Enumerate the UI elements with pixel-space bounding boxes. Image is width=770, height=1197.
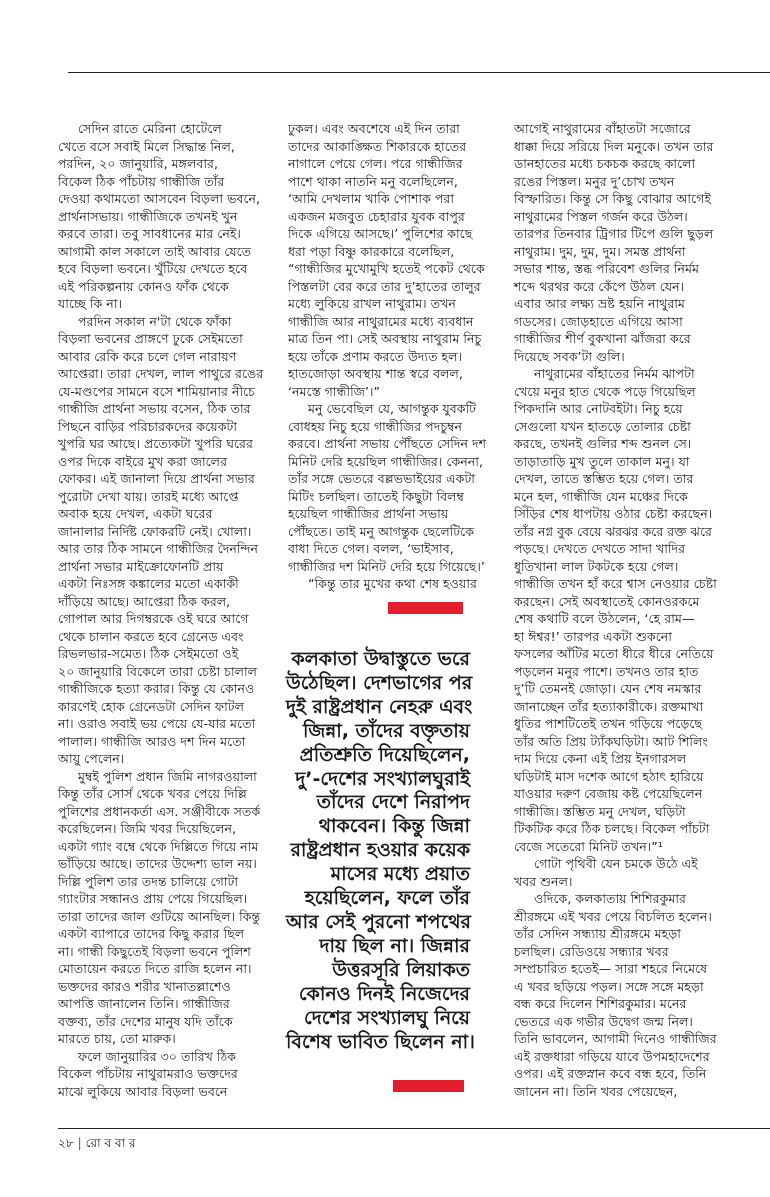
text-line: সভার শান্ত, স্তব্ধ পরিবেশ গুলির নির্মম: [514, 261, 699, 276]
text-line: শ্রীরঙ্গমে এই খবর পেয়ে বিচলিত হলেন।: [514, 908, 712, 924]
text-line: অবাক হয়ে দেখল, একটা ঘরের: [58, 506, 213, 521]
text-line: নাগালে পেয়ে গেল। পরে গান্ধীজির: [288, 156, 463, 171]
text-line: মাত্র তিন পা। সেই অবস্থায় নাথুরাম নিচু: [288, 331, 482, 346]
text-line: নাথুরামের বাঁহাতের নির্মম ঝাপটা: [534, 366, 695, 381]
text-line: পড়ছে। দেখতে দেখতে সাদা খাদির: [514, 541, 686, 556]
text-line: ধুতির পাশটিতেই তখন গড়িয়ে পড়েছে: [514, 716, 703, 731]
text-line: মুম্বই পুলিশ প্রধান জিমি নাগরওয়ালা: [78, 768, 257, 784]
pull-quote-line: থাকবেন। কিন্তু জিন্না: [318, 815, 470, 838]
text-line: সম্প্রচারিত হতেই— সারা শহরে নিমেষে: [514, 961, 708, 976]
pull-quote-line: মাসের মধ্যে প্রয়াত: [330, 863, 470, 886]
text-line: দিকে এগিয়ে আসছে।’ পুলিশের কাছে: [288, 226, 473, 241]
text-line: আয়ু পেলেন।: [58, 751, 125, 766]
text-line: জানেন না। তিনি খবর পেয়েছেন,: [514, 1083, 678, 1099]
text-line: বিকেল পাঁচটায় নাথুরামরাও ভক্তদের: [58, 1066, 238, 1081]
pull-quote-line: উঠেছিল। দেশভাগের পর: [286, 671, 473, 694]
text-line: পৌঁছতে। তাই মনু আগন্তুক ছেলেটিকে: [288, 523, 475, 539]
text-line: জানাচ্ছেন তাঁর হত্যাকারীকে। রক্তমাখা: [514, 698, 704, 714]
pull-quote-line: হয়েছিলেন, ফলে তাঁর: [304, 887, 470, 910]
text-line: এবার আর লক্ষ্য ভ্রষ্ট হয়নি নাথুরাম: [514, 296, 685, 311]
text-line: দিল্লি পুলিশ তার তদন্ত চালিয়ে গোটা: [58, 873, 239, 889]
paragraph: [514, 855, 746, 890]
text-line: তাঁর অতি প্রিয় ট্যাঁকঘড়িটা। আট শিলিং: [514, 733, 708, 749]
pull-quote-line: জিন্না, তাঁদের বক্তৃতায়: [302, 719, 470, 742]
text-line: নাথুরাম। দুম, দুম, দুম। সমস্ত প্রার্থনা: [514, 243, 686, 259]
text-line: তাদের আকাঙ্ক্ষিত শিকারকে হাতের: [288, 138, 467, 154]
text-line: তাঁর নগ্ন বুক বেয়ে ঝরঝর করে রক্ত ঝরে: [514, 523, 712, 539]
text-line: হয়েছিল গান্ধীজির প্রার্থনা সভায়: [288, 506, 449, 521]
text-line: বাধা দিতে গেল। বলল, ‘ভাইসাব,: [288, 541, 454, 556]
pull-quote-line: প্রতিশ্রুতি দিয়েছিলেন,: [299, 743, 470, 766]
text-line: পিস্তলটা বের করে তার দু’হাতের তালুর: [288, 278, 481, 294]
text-line: ধরা পড়া বিষ্ণু কারকারে বলেছিল,: [288, 243, 455, 259]
text-line: হা ঈশ্বর!’ তারপর একটা শুকনো: [514, 628, 672, 644]
pull-quote-line: কোনও দিনই নিজেদের: [298, 982, 470, 1005]
text-line: ফলে জানুয়ারির ৩০ তারিখ ঠিক: [78, 1048, 237, 1064]
text-line: গ্যাংটার সন্ধানও প্রায় পেয়ে গিয়েছিল।: [58, 891, 248, 906]
paragraph: [288, 400, 510, 575]
text-line: দাম দিয়ে কেনা এই প্রিয় ইনগারসল: [514, 751, 687, 766]
text-line: আপত্তি জানালেন তিনি। গান্ধীজির: [58, 996, 230, 1011]
text-line: বিস্ফারিত। কিন্তু সে কিছু বোঝার আগেই: [514, 191, 711, 206]
text-line: পিছনে বাড়ির পরিচারকদের কয়েকটা: [58, 418, 238, 434]
text-line: শব্দে থরথর করে কেঁপে উঠল যেন।: [514, 278, 685, 294]
bottom-rule: [58, 1128, 770, 1129]
paragraph: [58, 1048, 280, 1101]
text-line: মোতায়েন করতে দিতে রাজি হলেন না।: [58, 961, 252, 976]
text-line: পরদিন, ২০ জানুয়ারি, মঙ্গলবার,: [58, 156, 218, 171]
text-line: পুরোটা দেখা যায়। তারই মধ্যে আপ্তে: [58, 488, 239, 504]
magazine-name: রো ব বা র: [85, 1136, 136, 1150]
text-line: আগামী কাল সকালে তাই আবার যেতে: [58, 243, 252, 259]
text-line: মিনিট দেরি হয়েছিল গান্ধীজির। কেননা,: [288, 453, 483, 469]
paragraph: [58, 120, 280, 313]
text-line: টিকটিক করে ঠিক চলছে। বিকেল পাঁচটা: [514, 821, 710, 836]
text-line: একটা নিঃসঙ্গ কঙ্কালের মতো একাকী: [58, 576, 239, 591]
text-line: চলছিল। রেডিওয়ে সন্ধ্যার খবর: [514, 943, 669, 959]
text-line: যে-মণ্ডপের সামনে বসে শামিয়ানার নীচে: [58, 383, 255, 399]
text-line: রঙের পিস্তল। মনুর দু’চোখ তখন: [514, 173, 675, 189]
text-line: দিয়েছে সবক’টা গুলি।: [514, 348, 625, 364]
text-line: ওদিকে, কলকাতায় শিশিরকুমার: [534, 891, 686, 906]
text-line: এ খবর ছড়িয়ে পড়ল। সঙ্গে সঙ্গে মহড়া: [514, 978, 704, 994]
paragraph: [514, 365, 746, 855]
text-line: ঘড়িটাই মাস দশেক আগে হঠাৎ হারিয়ে: [514, 768, 704, 784]
text-line: পিকদানি আর নোটবইটা। নিচু হয়ে: [514, 401, 683, 416]
paragraph: [288, 120, 510, 400]
pull-quote-line: তাঁদের দেশে নিরাপদ: [316, 791, 470, 814]
text-line: কারণেই হোক গ্রেনেডটা সেদিন ফাটল: [58, 698, 244, 714]
text-line: একটা গ্যাং বম্বে থেকে দিল্লিতে গিয়ে নাম: [58, 838, 259, 854]
text-line: গোটা পৃথিবী যেন চমকে উঠে এই: [534, 856, 698, 871]
text-line: ফোকর। এই জানালা দিয়ে প্রার্থনা সভার: [58, 471, 255, 486]
text-line: ধাক্কা দিয়ে সরিয়ে দিল মনুকে। তখন তার: [514, 138, 714, 154]
text-line: মনু ভেবেছিল যে, আগন্তুক যুবকটি: [308, 401, 477, 416]
text-line: গোপাল আর দিগম্বরকে ওই ঘরে আগে: [58, 611, 249, 626]
text-line: এই পরিকল্পনায় কোনও ফাঁক থেকে: [58, 278, 229, 294]
text-line: ফসলের আঁটির মতো ধীরে ধীরে নেতিয়ে: [514, 646, 714, 661]
text-line: সিঁড়ির শেষ ধাপটায় ওঠার চেষ্টা করছেন।: [514, 506, 713, 521]
text-line: বিড়লা ভবনের প্রাঙ্গণে ঢুকে সেইমতো: [58, 331, 243, 346]
text-line: বেজে সতেরো মিনিট তখন।”¹: [514, 838, 663, 854]
text-line: মারতে চায়, তো মারুক।: [58, 1031, 176, 1046]
text-line: না। গান্ধী কিছুতেই বিড়লা ভবনে পুলিশ: [58, 943, 251, 959]
text-line: গান্ধীজি। স্তম্ভিত মনু দেখল, ঘড়িটা: [514, 803, 686, 819]
text-line: তিনি ভাবলেন, আগামী দিনেও গান্ধীজির: [514, 1031, 717, 1046]
article-column-1: [58, 120, 280, 1100]
text-line: কিন্তু তাঁর সোর্স থেকে খবর পেয়ে দিল্লি: [58, 786, 247, 801]
text-line: যাওয়ার দরুণ বেজায় কষ্ট পেয়েছিলেন: [514, 786, 703, 801]
text-line: সেগুলো যখন হাতড়ে তোলার চেষ্টা: [514, 418, 691, 434]
text-line: পুলিশের প্রধানকর্তা এস. সঞ্জীবীকে সতর্ক: [58, 803, 261, 819]
text-line: করেছিলেন। জিমি খবর দিয়েছিলেন,: [58, 821, 237, 836]
text-line: করছেন। সেই অবস্থাতেই কোনওরকমে: [514, 593, 700, 609]
pull-quote-line: দু’-দেশের সংখ্যালঘুরাই: [295, 767, 470, 790]
text-line: রিভলভার-সমেত। ঠিক সেইমতো ওই: [58, 646, 239, 661]
text-line: মাঝে লুকিয়ে আবার বিড়লা ভবনে: [58, 1083, 228, 1099]
text-line: “গান্ধীজির মুখোমুখি হতেই পকেট থেকে: [288, 261, 485, 276]
paragraph: [514, 120, 746, 365]
text-line: যাচ্ছে কি না।: [58, 296, 122, 311]
text-line: তাড়াতাড়ি মুখ তুলে তাকাল মনু। যা: [514, 453, 690, 469]
text-line: গান্ধীজিকে হত্যা করার। কিন্তু যে কোনও: [58, 681, 255, 696]
text-line: ওপর। এই রক্তস্নান কবে বন্ধ হবে, তিনি: [514, 1066, 707, 1081]
text-line: আর তার ঠিক সামনে গান্ধীজির দৈনন্দিন: [58, 541, 259, 556]
text-line: দাঁড়িয়ে আছে। আপ্তেরা ঠিক করল,: [58, 593, 231, 609]
paragraph: [58, 313, 280, 768]
text-line: গান্ধীজি প্রার্থনা সভায় বসেন, ঠিক তার: [58, 401, 251, 416]
text-line: তাঁর সেদিন সন্ধ্যায় শ্রীরঙ্গমে মহড়া: [514, 926, 681, 941]
pull-quote-line: উত্তরসূরি লিয়াকত: [332, 958, 470, 981]
pull-quote-line: দুই রাষ্ট্রপ্রধান নেহরু এবং: [286, 695, 473, 718]
pull-quote-line: দেশের সংখ্যালঘু নিয়ে: [304, 1006, 470, 1029]
pull-quote-line: রাষ্ট্রপ্রধান হওয়ার কয়েক: [290, 839, 470, 862]
pull-quote-line: দায় ছিল না। জিন্নার: [319, 934, 470, 957]
text-line: একজন মজবুত চেহারার যুবক বাপুর: [288, 208, 465, 224]
text-line: এই রক্তধারা গড়িয়ে যাবে উপমহাদেশের: [514, 1048, 710, 1064]
text-line: তারা তাদের জাল গুটিয়ে আনছিল। কিন্তু: [58, 908, 261, 924]
text-line: প্রার্থনাসভায়। গান্ধীজিকে তখনই খুন: [58, 208, 238, 224]
text-line: গডসের। জোড়হাতে এগিয়ে আসা: [514, 313, 683, 329]
text-line: গান্ধীজি আর নাথুরামের মধ্যে ব্যবধান: [288, 313, 474, 329]
text-line: হাতজোড়া অবস্থায় শান্ত স্বরে বলল,: [288, 366, 463, 381]
text-line: পড়লেন মনুর পাশে। তখনও তার হাত: [514, 663, 699, 679]
text-line: তারপর তিনবার ট্রিগার টিপে গুলি ছুড়ল: [514, 226, 714, 241]
text-line: দু’টি তেমনই জোড়া। যেন শেষ নমস্কার: [514, 681, 702, 696]
text-line: পালাল। গান্ধীজি আরও দশ দিন মতো: [58, 733, 246, 749]
pull-quote-line: আর সেই পুরনো শপথের: [286, 910, 471, 933]
article-column-2: [288, 120, 510, 593]
text-line: হয়ে তাঁকে প্রণাম করতে উদ্যত হল।: [288, 348, 463, 364]
text-line: মিটিং চলছিল। তাতেই কিছুটা বিলম্ব: [288, 488, 464, 504]
text-line: ঢুকল। এবং অবশেষে এই দিন তারা: [288, 121, 460, 136]
text-line: না। ওরাও সবাই ভয় পেয়ে যে-যার মতো: [58, 716, 256, 731]
text-line: বন্ধ করে দিলেন শিশিরকুমার। মনের: [514, 996, 687, 1011]
pull-quote-top-bar: [388, 602, 463, 614]
text-line: খেয়ে মনুর হাত থেকে পড়ে গিয়েছিল: [514, 383, 696, 399]
text-line: শেষ কথাটি বলে উঠলেন, ‘হে রাম—: [514, 611, 695, 626]
article-column-3: [514, 120, 746, 1100]
text-line: মনে হল, গান্ধীজি যেন মঞ্চের দিকে: [514, 488, 688, 504]
text-line: বিকেল ঠিক পাঁচটায় গান্ধীজি তাঁর: [58, 173, 225, 189]
text-line: পাশে থাকা নাতনি মনু বলেছিলেন,: [288, 173, 458, 189]
text-line: গান্ধীজির শীর্ণ বুকখানা ঝাঁজরা করে: [514, 331, 691, 346]
text-line: আবার রেকি করে চলে গেল নারায়ণ: [58, 348, 237, 364]
text-line: নাথুরামের পিস্তল গর্জন করে উঠল।: [514, 208, 688, 224]
text-line: বক্তব্য, তাঁর দেশের মানুষ যদি তাঁকে: [58, 1013, 233, 1029]
text-line: একটা ব্যাপারে তাদের কিছু করার ছিল: [58, 926, 245, 941]
pull-quote-bottom-bar: [393, 1080, 464, 1092]
pull-quote-line: কলকাতা উদ্বাস্তুতে ভরে: [291, 648, 470, 670]
page-footer: [58, 1135, 135, 1155]
paragraph: [58, 768, 280, 1048]
text-line: ‘নমস্তে গান্ধীজি’।”: [288, 383, 381, 399]
text-line: দেখল, তাতে স্তম্ভিত হয়ে গেল। তার: [514, 471, 694, 486]
text-line: খবর শুনল।: [514, 873, 573, 889]
text-line: খুপরি ঘর আছে। প্রত্যেকটা খুপরি ঘরের: [58, 436, 253, 451]
page-number: ২৮: [58, 1136, 74, 1150]
text-line: জানালার নির্দিষ্ট ফোকরটি নেই। খোলা।: [58, 523, 252, 539]
text-line: হবে বিড়লা ভবনে। খুঁটিয়ে দেখতে হবে: [58, 261, 248, 276]
text-line: ভেতরে এক গভীর উদ্বেগ জন্ম নিল।: [514, 1013, 693, 1029]
text-line: করবে তারা। তবু সাবধানের মার নেই।: [58, 226, 241, 241]
text-line: সেদিন রাতে মেরিনা হোটেলে: [78, 121, 222, 136]
footer-separator: |: [77, 1136, 82, 1150]
text-line: ২০ জানুয়ারি বিকেলে তারা চেষ্টা চালাল: [58, 663, 258, 679]
text-line: পরদিন সকাল ন'টা থেকে ফাঁকা: [78, 313, 232, 329]
text-line: ভাঁড়িয়ে আছে। তাদের উদ্দেশ্য ভাল নয়।: [58, 856, 257, 871]
top-rule: [68, 72, 770, 73]
text-line: করছে, তখনই গুলির শব্দ শুনল সে।: [514, 436, 692, 451]
pull-quote: [286, 648, 475, 1054]
text-line: করবে। প্রার্থনা সভায় পৌঁছতে সেদিন দশ: [288, 436, 487, 451]
text-line: থেকে চালান করতে হবে গ্রেনেড এবং: [58, 628, 244, 644]
text-line: গান্ধীজি তখন হাঁ করে শ্বাস নেওয়ার চেষ্টা: [514, 576, 717, 591]
text-line: দেওয়া কথামতো আসবেন বিড়লা ভবনে,: [58, 191, 261, 206]
text-line: ‘আমি দেখলাম খাকি পোশাক পরা: [288, 191, 455, 206]
text-line: প্রার্থনা সভার মাইক্রোফোনটি প্রায়: [58, 558, 224, 574]
text-line: তাঁর সঙ্গে ভেতরে বল্লভভাইয়ের একটা: [288, 471, 475, 486]
text-line: “কিন্তু তার মুখের কথা শেষ হওয়ার: [308, 576, 477, 591]
paragraph: [514, 890, 746, 1100]
paragraph: [288, 575, 510, 593]
text-line: বোধহয় নিচু হয়ে গান্ধীজির পদচুম্বন: [288, 418, 463, 434]
text-line: গান্ধীজির দশ মিনিট দেরি হয়ে গিয়েছে।’: [288, 558, 485, 574]
text-line: আপ্তেরা। তারা দেখল, লাল পাথুরে রঙের: [58, 366, 264, 381]
text-line: ডানহাতের মধ্যে চকচক করছে কালো: [514, 156, 696, 171]
pull-quote-line: বিশেষ ভাবিত ছিলেন না।: [286, 1030, 475, 1053]
text-line: ওপর দিকে বাইরে মুখ করা জালের: [58, 453, 227, 469]
text-line: খেতে বসে সবাই মিলে সিদ্ধান্ত নিল,: [58, 138, 235, 154]
text-line: ভক্তদের কারও শরীর খানাতল্লাশেও: [58, 978, 231, 994]
text-line: মধ্যে লুকিয়ে রাখল নাথুরাম। তখন: [288, 296, 456, 311]
text-line: ধুতিখানা লাল টকটকে হয়ে গেল।: [514, 558, 679, 574]
text-line: আগেই নাথুরামের বাঁহাতটা সজোরে: [514, 121, 691, 136]
